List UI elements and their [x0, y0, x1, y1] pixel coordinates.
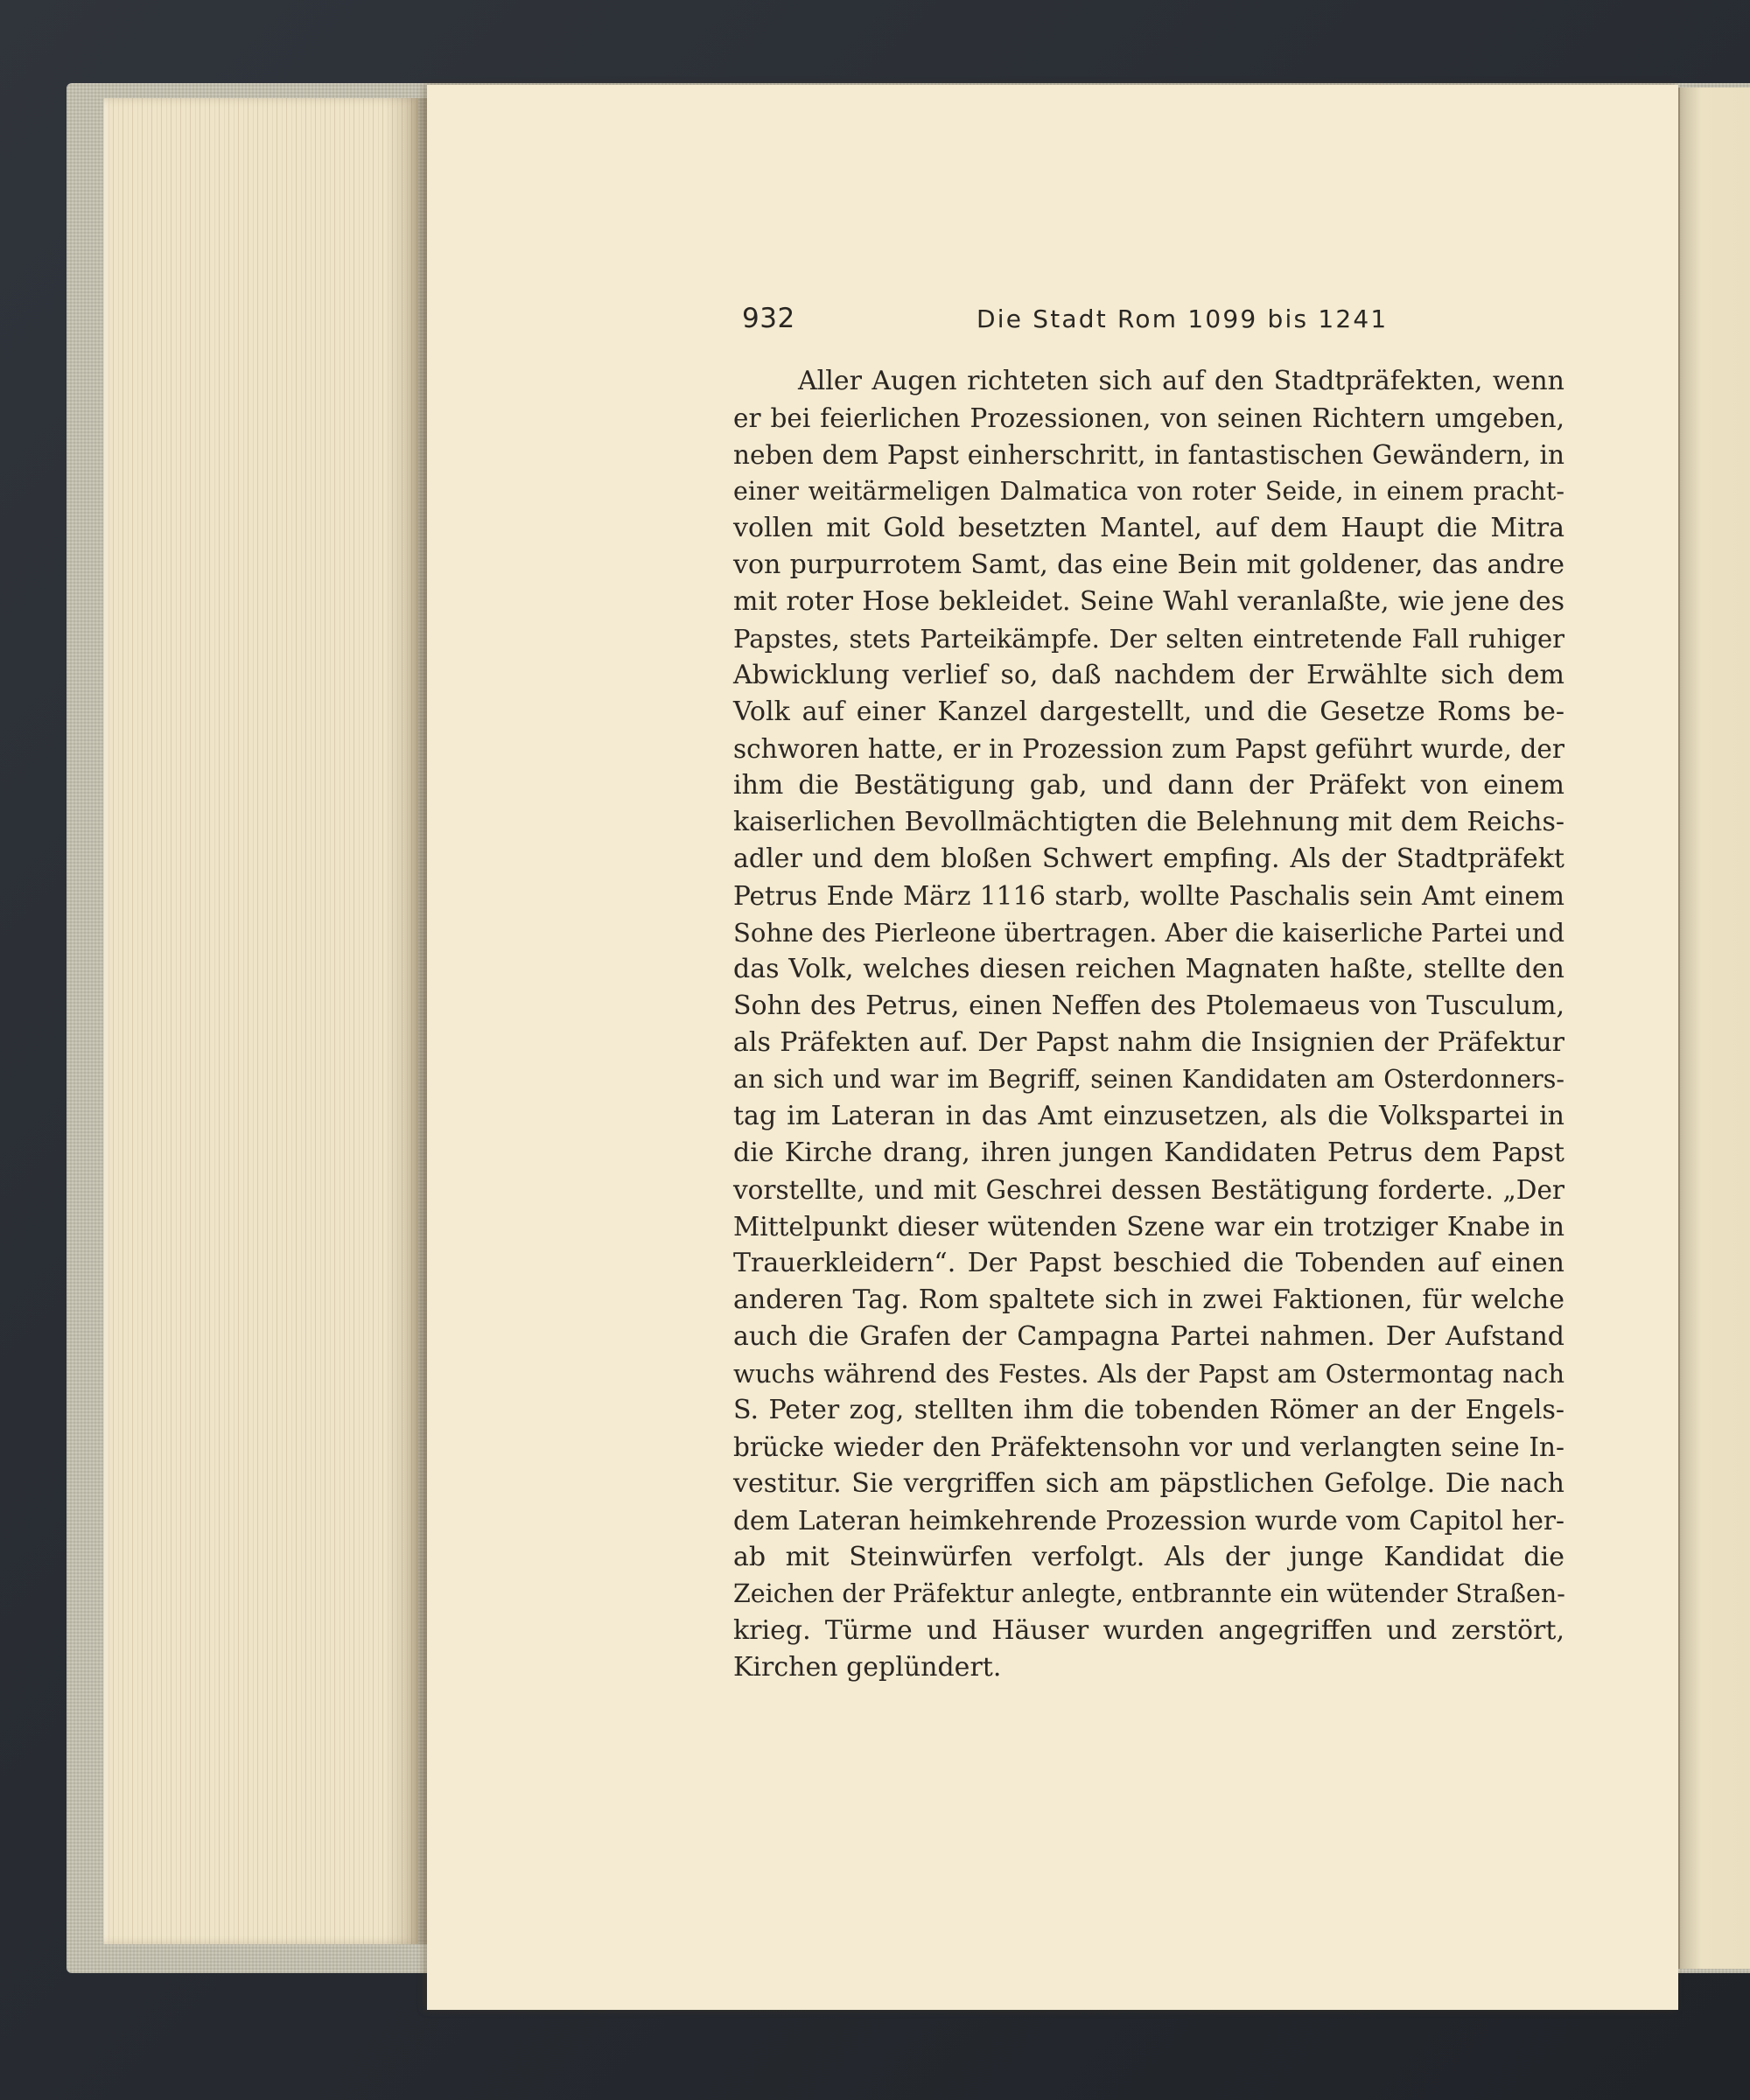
text-line: Petrus Ende März 1116 starb, wollte Paschalis sein Amt einem [733, 881, 1564, 911]
body-paragraph [733, 363, 1564, 1686]
text-line: adler und dem bloßen Schwert empfing. Als der Stadtpräfekt [733, 844, 1564, 874]
text-line: vollen mit Gold besetzten Mantel, auf dem Haupt die Mitra [733, 513, 1564, 543]
text-line: wuchs während des Festes. Als der Papst am Ostermontag nach [733, 1359, 1564, 1389]
text-line: das Volk, welches diesen reichen Magnaten haßte, stellte den [733, 954, 1564, 984]
text-line: dem Lateran heimkehrende Prozession wurde vom Capitol her- [733, 1506, 1564, 1536]
text-line: als Präfekten auf. Der Papst nahm die Insignien der Präfektur [733, 1027, 1564, 1058]
text-line: neben dem Papst einherschritt, in fantastischen Gewändern, in [733, 440, 1564, 470]
text-line: er bei feierlichen Prozessionen, von seinen Richtern umgeben, [733, 403, 1564, 433]
text-line: mit roter Hose bekleidet. Seine Wahl veranlaßte, wie jene des [733, 586, 1564, 617]
page-edges-stack [103, 98, 418, 1944]
text-line: ab mit Steinwürfen verfolgt. Als der junge Kandidat die [733, 1542, 1564, 1572]
text-line: Sohn des Petrus, einen Neffen des Ptolemaeus von Tusculum, [733, 990, 1564, 1021]
text-line: S. Peter zog, stellten ihm die tobenden Römer an der Engels- [733, 1395, 1564, 1425]
text-line: einer weitärmeligen Dalmatica von roter Seide, in einem pracht- [733, 477, 1564, 506]
text-line: Abwicklung verlief so, daß nachdem der Erwählte sich dem [733, 660, 1564, 690]
text-line: Zeichen der Präfektur anlegte, entbrannte ein wütender Straßen- [733, 1579, 1565, 1608]
text-line: krieg. Türme und Häuser wurden angegriffen und zerstört, [733, 1615, 1564, 1646]
text-line: Mittelpunkt dieser wütenden Szene war ein trotziger Knabe in [733, 1212, 1564, 1242]
text-line: auch die Grafen der Campagna Partei nahmen. Der Aufstand [733, 1321, 1564, 1352]
text-line: von purpurrotem Samt, das eine Bein mit goldener, das andre [733, 550, 1564, 580]
facing-page-edge [1678, 88, 1750, 1969]
text-line: Papstes, stets Parteikämpfe. Der selten eintretende Fall ruhiger [733, 624, 1564, 654]
text-line: Sohne des Pierleone übertragen. Aber die kaiserliche Partei und [733, 918, 1565, 948]
text-line: kaiserlichen Bevollmächtigten die Belehnung mit dem Reichs- [733, 807, 1564, 837]
text-line: Trauerkleidern“. Der Papst beschied die Tobenden auf einen [733, 1248, 1564, 1278]
page-gutter-shadow [385, 98, 429, 1944]
text-line: vorstellte, und mit Geschrei dessen Bestätigung forderte. „Der [733, 1175, 1564, 1205]
text-line: an sich und war im Begriff, seinen Kandidaten am Osterdonners- [733, 1065, 1564, 1094]
text-line: anderen Tag. Rom spaltete sich in zwei Faktionen, für welche [733, 1284, 1564, 1315]
running-head-title: Die Stadt Rom 1099 bis 1241 [976, 304, 1389, 333]
text-line: brücke wieder den Präfektensohn vor und verlangten seine In- [733, 1432, 1564, 1462]
text-line: schworen hatte, er in Prozession zum Papst geführt wurde, der [733, 734, 1564, 764]
text-line: tag im Lateran in das Amt einzusetzen, als die Volkspartei in [733, 1101, 1564, 1131]
text-line: Volk auf einer Kanzel dargestellt, und die Gesetze Roms be- [733, 696, 1564, 727]
running-head [742, 303, 1617, 341]
text-line: Kirchen geplündert. [733, 1652, 1002, 1683]
text-line: vestitur. Sie vergriffen sich am päpstlichen Gefolge. Die nach [733, 1468, 1564, 1499]
text-line: die Kirche drang, ihren jungen Kandidaten Petrus dem Papst [733, 1138, 1564, 1168]
text-line: Aller Augen richteten sich auf den Stadtpräfekten, wenn [798, 366, 1564, 396]
page-number: 932 [742, 303, 795, 334]
text-line: ihm die Bestätigung gab, und dann der Präfekt von einem [733, 770, 1564, 801]
